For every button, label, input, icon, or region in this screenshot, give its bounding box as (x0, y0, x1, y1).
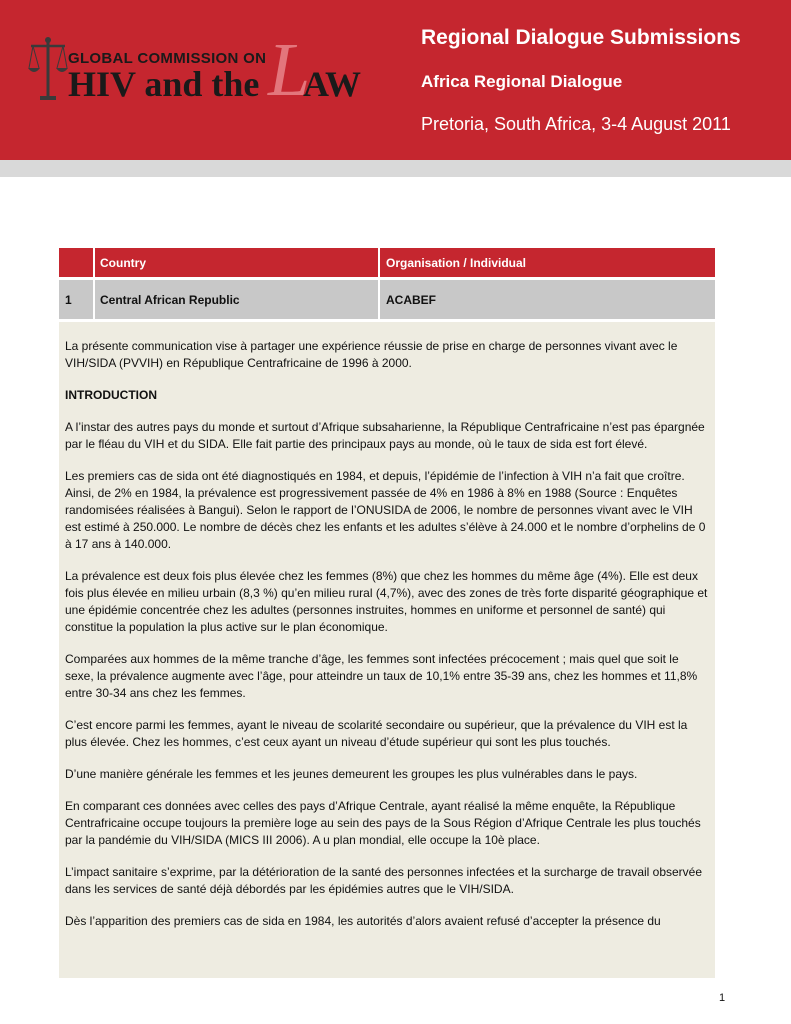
body-paragraph: A l’instar des autres pays du monde et surtout d’Afrique subsaharienne, la République Centrafricaine n’est pas épargnée par le fléau du VIH et du SIDA. Elle fait partie des principaux pays au monde, où le taux de sida est fort élevé. (65, 420, 705, 451)
body-paragraph: Dès l’apparition des premiers cas de sida en 1984, les autorités d’alors avaient refusé d’accepter la présence du (65, 914, 661, 928)
logo-line-2: HIV and the (68, 64, 260, 104)
table-row (59, 280, 715, 319)
intro-paragraph: La présente communication vise à partager une expérience réussie de prise en charge de personnes vivant avec le VIH/SIDA (PVVIH) en République Centrafricaine de 1996 à 2000. (65, 339, 678, 370)
row-organisation: ACABEF (380, 280, 715, 319)
commission-logo (28, 28, 362, 112)
event-place-date: Pretoria, South Africa, 3-4 August 2011 (421, 114, 731, 134)
row-country: Central African Republic (95, 280, 378, 319)
header-strip (0, 160, 791, 177)
body-paragraph: En comparant ces données avec celles des pays d’Afrique Centrale, ayant réalisé la même enquête, la République Centrafricaine occupe toujours la première loge au sein des pays de la Sous Région d’Afrique Centrale les plus touchés par la pandémie du VIH/SIDA (MICS III 2006). A u plan mondial, elle occupe la 10è place. (65, 799, 701, 847)
table-header-row (59, 248, 715, 277)
header-country: Country (95, 248, 378, 277)
row-number: 1 (59, 280, 93, 319)
body-paragraph: D’une manière générale les femmes et les jeunes demeurent les groupes les plus vulnérables dans le pays. (65, 767, 638, 781)
logo-line-1: GLOBAL COMMISSION ON (68, 50, 267, 67)
scales-of-justice-icon (28, 36, 68, 106)
body-paragraph: La prévalence est deux fois plus élevée chez les femmes (8%) que chez les hommes du même âge (4%). Elle est deux fois plus élevée en milieu urbain (8,3 %) qu’en milieu rural (4,7%), avec des zones de très forte disparité géographique et une épidémie concentrée chez les adultes (personnes instruites, hommes en uniforme et personnel de santé) qui constitue la population la plus active sur le plan économique. (65, 569, 708, 634)
submission-table (59, 248, 715, 319)
header-number (59, 248, 93, 277)
submission-body (59, 322, 715, 978)
page-number: 1 (719, 992, 726, 1004)
body-paragraph: Les premiers cas de sida ont été diagnostiqués en 1984, et depuis, l’épidémie de l’infection à VIH n’a fait que croître. Ainsi, de 2% en 1984, la prévalence est progressivement passée de 4% en 1986 à 8% en 1988 (Source : Enquêtes randomisées réalisées à Bangui). Selon le rapport de l’ONUSIDA de 2006, le nombre de personnes vivant avec le VIH est estimé à 250.000. Le nombre de décès chez les enfants et les adultes s’élève à 24.000 et le nombre d’orphelins de 0 à 17 ans à 140.000. (65, 469, 706, 551)
logo-letter-l: L (268, 28, 311, 112)
section-heading: INTRODUCTION (65, 388, 157, 402)
page-subtitle: Africa Regional Dialogue (421, 72, 623, 91)
body-paragraph: C’est encore parmi les femmes, ayant le niveau de scolarité secondaire ou supérieur, que la prévalence du VIH est la plus élevée. Chez les hommes, c’est ceux ayant un niveau d’étude supérieur qui sont les plus touchés. (65, 718, 688, 749)
page-title: Regional Dialogue Submissions (421, 26, 741, 49)
body-paragraph: Comparées aux hommes de la même tranche d’âge, les femmes sont infectées précocement ; mais quel que soit le sexe, la prévalence augmente avec l’âge, pour atteindre un taux de 10,1% entre 35-39 ans, chez les hommes et 11,8% entre 30-34 ans chez les femmes. (65, 652, 698, 700)
logo-line-2-end: AW (303, 64, 362, 104)
header-organisation: Organisation / Individual (380, 248, 715, 277)
body-paragraph: L’impact sanitaire s’exprime, par la détérioration de la santé des personnes infectées et la surcharge de travail observée dans les services de santé déjà débordés par les épidémies autres que le VIH/SIDA. (65, 865, 703, 896)
header-banner (0, 0, 791, 160)
